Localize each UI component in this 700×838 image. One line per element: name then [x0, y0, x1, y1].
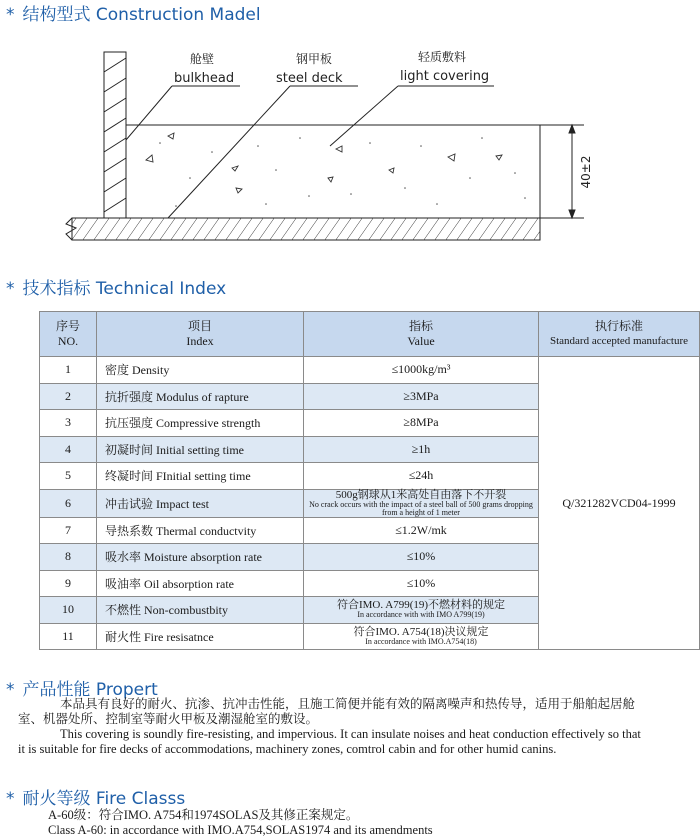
fire-title-text: 耐火等级 Fire Classs: [22, 789, 186, 809]
row-value: [304, 489, 539, 517]
section-star: *: [6, 680, 15, 700]
header-item-en: Index: [186, 334, 214, 348]
light-covering-label-cn: 轻质敷料: [418, 50, 467, 64]
bulkhead-wall: [104, 52, 126, 218]
row-no: 4: [40, 436, 97, 463]
technical-title-text: 技术指标 Technical Index: [22, 279, 227, 299]
row-value-en: In accordance with with IMO A799(19): [357, 610, 485, 620]
light-covering-label-en: light covering: [400, 69, 490, 84]
section-star: *: [6, 5, 15, 25]
row-value-en: In accordance with IMO.A754(18): [365, 636, 477, 646]
row-item: 抗压强度 Compressive strength: [97, 410, 304, 437]
header-item-cn: 项目: [187, 319, 212, 333]
row-item: 吸水率 Moisture absorption rate: [97, 544, 304, 571]
technical-section-title: [6, 274, 226, 299]
steel-deck-label-cn: 钢甲板: [296, 52, 333, 66]
property-title-text: 产品性能 Propert: [22, 680, 158, 700]
header-standard: [539, 312, 700, 357]
row-value: [304, 597, 539, 624]
header-item: [97, 312, 304, 357]
property-cn-line2: 室、机器处所、控制室等耐火甲板及潮湿舱室的敷设。: [18, 712, 319, 726]
row-value: [304, 623, 539, 650]
row-item: 耐火性 Fire resisatnce: [97, 623, 304, 650]
row-no: 5: [40, 463, 97, 490]
fire-section-title: [6, 784, 185, 809]
construction-title-text: 结构型式 Construction Madel: [22, 5, 261, 25]
row-no: 2: [40, 383, 97, 410]
section-star: *: [6, 279, 15, 299]
steel-deck: [66, 218, 540, 240]
row-item: 不燃性 Non-combustbity: [97, 597, 304, 624]
row-no: 7: [40, 517, 97, 544]
row-no: 3: [40, 410, 97, 437]
standard-cell: Q/321282VCD04-1999: [539, 357, 700, 650]
row-item: 抗折强度 Modulus of rapture: [97, 383, 304, 410]
row-item: 密度 Density: [97, 357, 304, 384]
row-value-cn: 符合IMO. A754(18)决议规定: [353, 625, 489, 638]
section-star: *: [6, 789, 15, 809]
header-no-en: NO.: [57, 334, 79, 348]
bulkhead-label-cn: 舱壁: [190, 52, 215, 66]
construction-diagram: [0, 28, 700, 258]
bulkhead-label-en: bulkhead: [174, 71, 235, 86]
table-row: [40, 357, 700, 384]
header-standard-en: Standard accepted manufacture: [549, 335, 689, 347]
header-value-en: Value: [407, 334, 435, 348]
row-value: ≤24h: [304, 463, 539, 490]
row-item: 冲击试验 Impact test: [97, 489, 304, 517]
row-no: 11: [40, 623, 97, 650]
row-value: ≥8MPa: [304, 410, 539, 437]
row-value: ≤1.2W/mk: [304, 517, 539, 544]
row-value: ≥3MPa: [304, 383, 539, 410]
row-no: 10: [40, 597, 97, 624]
technical-index-table: [39, 311, 700, 650]
row-no: 8: [40, 544, 97, 571]
property-en-line1: This covering is soundly fire-resisting, and impervious. It can insulate noises and heat conduction effectively so that: [60, 727, 641, 741]
row-item: 吸油率 Oil absorption rate: [97, 570, 304, 597]
thickness-dimension: [540, 125, 584, 218]
property-cn-line1: 本品具有良好的耐火、抗渗、抗冲击性能，且施工简便并能有效的隔离噪声和热传导，适用于船舶起居舱: [60, 697, 636, 711]
light-covering-layer: [126, 125, 540, 218]
header-standard-cn: 执行标准: [594, 319, 643, 333]
thickness-label: 40±2: [579, 155, 593, 189]
header-value-cn: 指标: [408, 319, 433, 333]
row-no: 6: [40, 489, 97, 517]
property-en-line2: it is suitable for fire decks of accommodations, machinery zones, comtrol cabin and for other humid canins.: [18, 742, 557, 756]
row-value: ≥1h: [304, 436, 539, 463]
fire-en-text: Class A-60: in accordance with IMO.A754,SOLAS1974 and its amendments: [48, 823, 433, 837]
row-value-en: No crack occurs with the impact of a steel ball of 500 grams dropping from a height of 1 meter: [309, 499, 533, 517]
row-item: 导热系数 Thermal conductvity: [97, 517, 304, 544]
header-value: [304, 312, 539, 357]
row-no: 9: [40, 570, 97, 597]
row-no: 1: [40, 357, 97, 384]
row-item: 初凝时间 Initial setting time: [97, 436, 304, 463]
row-value: ≤10%: [304, 544, 539, 571]
row-value-cn: 符合IMO. A799(19)不燃材料的规定: [336, 599, 506, 612]
row-item: 终凝时间 FInitial setting time: [97, 463, 304, 490]
fire-cn-text: A-60级：符合IMO. A754和1974SOLAS及其修正案规定。: [48, 808, 359, 822]
table-header-row: [40, 312, 700, 357]
construction-section-title: [6, 0, 261, 25]
header-no: [40, 312, 97, 357]
row-value: ≤1000kg/m³: [304, 357, 539, 384]
row-value: ≤10%: [304, 570, 539, 597]
header-no-cn: 序号: [55, 319, 80, 333]
steel-deck-label-en: steel deck: [276, 71, 343, 86]
row-value-cn: 500g钢球从1米高处自由落下不开裂: [335, 488, 507, 501]
